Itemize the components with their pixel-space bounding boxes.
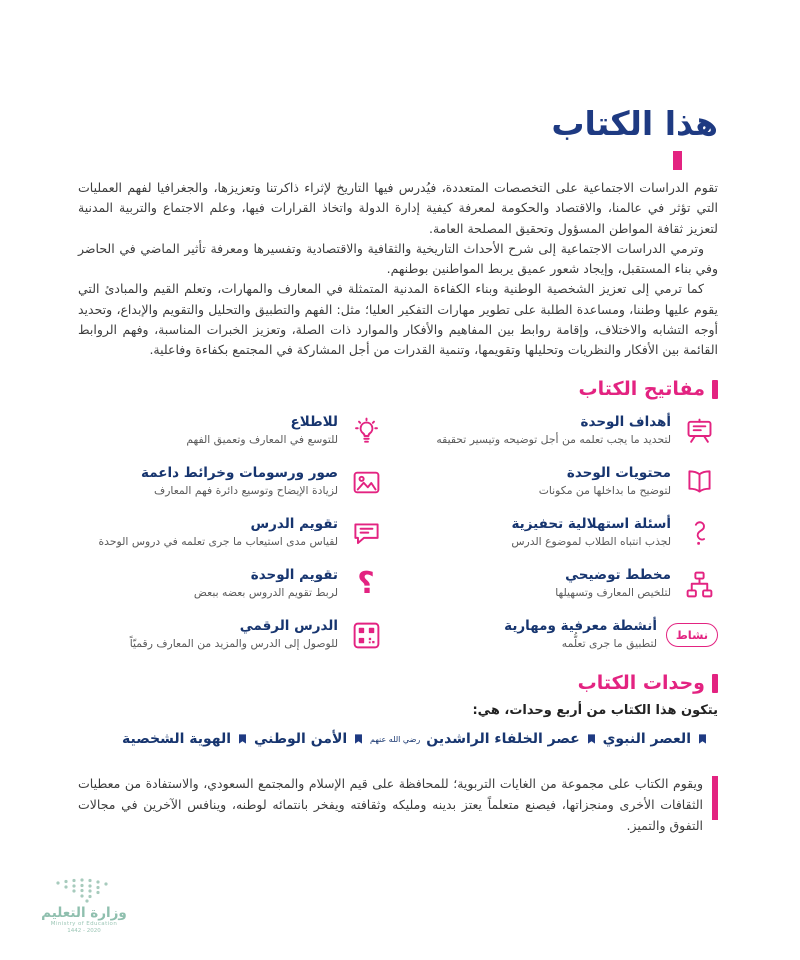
key-item-unit-assessment — [78, 565, 385, 603]
ministry-name-english: Ministry of Education — [50, 921, 118, 927]
intro-section — [78, 178, 718, 360]
intro-paragraph-3: كما ترمي إلى تعزيز الشخصية الوطنية وبناء الكفاءة المدنية المتمثلة في المعارف والمهارات، وتعلم القيم والمبادئ التي يقوم عليها وطننا، ومساعدة الطلبة على تطوير مهارات التفكير العليا؛ مثل: الفهم والتطبيق والتحليل والتقويم والإبداع، وتحديد أوجه التشابه والاختلاف، وإقامة روابط بين المفاهيم والأفكار والموارد ذات الصلة، وتعزيز الخبرات المناسبة، وفهم الروابط القائمة بين الأفكار والنظريات وتحليلها وتقويمها، وتنمية القدرات من أجل المشاركة في المجتمع بكفاءة وفاعلية. — [78, 281, 718, 357]
key-item-desc: لقياس مدى استيعاب ما جرى تعلمه في دروس الوحدة — [98, 535, 338, 549]
unit-national-security — [254, 731, 364, 747]
key-item-title: أنشطة معرفية ومهارية — [504, 618, 657, 635]
key-item-title: محتويات الوحدة — [566, 465, 671, 482]
activity-badge-icon — [666, 616, 718, 654]
book-units-section — [78, 672, 718, 747]
key-item-title: تقويم الوحدة — [250, 567, 338, 584]
lightbulb-icon — [347, 412, 385, 450]
key-item-unit-objectives — [411, 412, 718, 450]
keys-column-right — [411, 412, 718, 654]
board-icon — [680, 412, 718, 450]
closing-paragraph-block — [78, 773, 718, 836]
section-accent-bar — [712, 380, 718, 399]
units-section-title: وحدات الكتاب — [577, 672, 705, 695]
units-row — [78, 731, 718, 747]
key-item-desc: لتحديد ما يجب تعلمه من أجل توضيحه وتيسير تحقيقه — [436, 433, 671, 447]
key-item-lesson-assessment — [78, 514, 385, 552]
key-item-texts — [141, 463, 338, 499]
keys-section-title: مفاتيح الكتاب — [578, 378, 705, 401]
key-item-title: أسئلة استهلالية تحفيزية — [511, 516, 671, 533]
key-item-texts — [555, 565, 671, 601]
key-item-title: للاطلاع — [290, 414, 338, 431]
key-item-title: صور ورسومات وخرائط داعمة — [141, 465, 338, 482]
key-item-desc: لجذب انتباه الطلاب لموضوع الدرس — [511, 535, 671, 549]
unit-bullet-icon — [586, 733, 597, 745]
key-item-desc: للوصول إلى الدرس والمزيد من المعارف رقميّاً — [129, 637, 338, 651]
diagram-icon — [680, 565, 718, 603]
unit-label: عصر الخلفاء الراشدين — [426, 731, 580, 748]
unit-label: العصر النبوي — [602, 731, 691, 748]
question-mark-glyph: ؟ — [357, 566, 375, 602]
key-item-activities — [411, 616, 718, 654]
page-title: هذا الكتاب — [551, 104, 718, 143]
qr-code-icon — [347, 616, 385, 654]
question-mark-icon — [347, 565, 385, 603]
unit-rightly-guided-caliphs — [370, 731, 597, 747]
key-item-desc: لتطبيق ما جرى تعلُّمه — [561, 637, 657, 651]
closing-paragraph: ويقوم الكتاب على مجموعة من الغايات التربوية؛ للمحافظة على قيم الإسلام والمجتمع السعودي، والاستفادة من معطيات الثقافات الأخرى ومنجزاتها، فيصنع متعلماً يعتز بدينه ومليكه وثقافته ويفخر بانتمائه لوطنه، وينافس الآخرين في مجالات التفوق والتميز. — [78, 776, 703, 834]
unit-bullet-icon — [353, 733, 364, 745]
intro-paragraph-1: تقوم الدراسات الاجتماعية على التخصصات المتعددة، فيُدرس فيها التاريخ لإثراء ذاكرتنا وتعزيزها، والجغرافيا لفهم العمليات التي تؤثر في عالمنا، والاقتصاد والحكومة لمعرفة كيفية إدارة الدولة واتخاذ القرارات فيها، وعلم الاجتماع والتربية المدنية لتعزيز ثقافة المواطن المسؤول وتحقيق المصلحة العامة. — [78, 180, 718, 236]
key-item-unit-contents — [411, 463, 718, 501]
key-item-desc: للتوسع في المعارف وتعميق الفهم — [186, 433, 338, 447]
open-book-icon — [680, 463, 718, 501]
keys-column-left — [78, 412, 385, 654]
key-item-texts — [130, 616, 338, 652]
book-keys-section — [78, 378, 718, 654]
key-item-texts — [504, 616, 657, 652]
key-item-texts — [194, 565, 338, 601]
key-item-starter-questions — [411, 514, 718, 552]
keys-columns — [78, 412, 718, 654]
unit-label: الهوية الشخصية — [122, 731, 232, 748]
key-item-diagram — [411, 565, 718, 603]
key-item-desc: لتوضيح ما بداخلها من مكونات — [538, 484, 671, 498]
keys-section-header — [78, 378, 718, 400]
ministry-name-arabic: وزارة التعليم — [41, 905, 127, 921]
title-accent-bar — [673, 151, 682, 170]
image-icon — [347, 463, 385, 501]
key-item-title: أهداف الوحدة — [580, 414, 671, 431]
ministry-of-education-logo — [34, 877, 134, 934]
key-item-supporting-images — [78, 463, 385, 501]
units-subtitle: يتكون هذا الكتاب من أربع وحدات، هي: — [472, 703, 718, 719]
units-section-header — [78, 672, 718, 694]
key-item-title: الدرس الرقمي — [239, 618, 338, 635]
key-item-for-reference — [78, 412, 385, 450]
unit-honorific: رضي الله عنهم — [370, 734, 421, 744]
unit-label: الأمن الوطني — [253, 731, 348, 748]
logo-dots-emblem — [52, 877, 116, 903]
starter-questions-icon — [680, 514, 718, 552]
unit-bullet-icon — [237, 733, 248, 745]
unit-personal-identity — [122, 731, 248, 747]
unit-prophetic-era — [603, 731, 708, 747]
key-item-texts — [511, 514, 671, 550]
activity-badge-label: نشاط — [666, 623, 718, 647]
intro-paragraph-2: وترمي الدراسات الاجتماعية إلى شرح الأحداث التاريخية والثقافية والاقتصادية وتفسيرها ومعرفة تأثير الماضي في الحاضر وفي بناء المستقبل، وإيجاد شعور عميق يربط المواطنين بوطنهم. — [78, 240, 718, 276]
title-block — [78, 104, 718, 162]
key-item-texts — [539, 463, 671, 499]
key-item-texts — [186, 412, 338, 448]
speech-bubble-icon — [347, 514, 385, 552]
key-item-title: تقويم الدرس — [250, 516, 338, 533]
key-item-texts — [436, 412, 671, 448]
key-item-desc: لتلخيص المعارف وتسهيلها — [555, 586, 671, 600]
edition-years: 1442 - 2020 — [67, 928, 101, 934]
closing-accent-bar — [712, 776, 718, 820]
section-accent-bar — [712, 674, 718, 693]
key-item-digital-lesson — [78, 616, 385, 654]
key-item-desc: لزيادة الإيضاح وتوسيع دائرة فهم المعارف — [154, 484, 338, 498]
key-item-texts — [99, 514, 338, 550]
key-item-title: مخطط توضيحي — [565, 567, 671, 584]
key-item-desc: لربط تقويم الدروس بعضه ببعض — [193, 586, 338, 600]
unit-bullet-icon — [697, 733, 708, 745]
